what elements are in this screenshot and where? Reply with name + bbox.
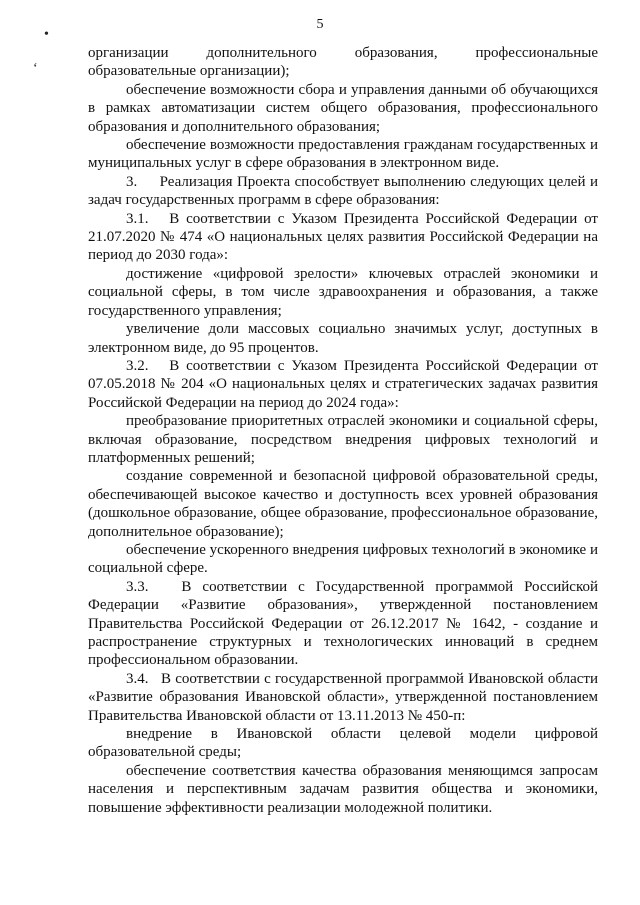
paragraph-section-3: 3. Реализация Проекта способствует выполнению следующих целей и задач государственных программ в сфере образования: bbox=[88, 173, 598, 209]
paragraph-e-services: обеспечение возможности предоставления гражданам государственных и муниципальных услуг в сфере образования в электронном виде. bbox=[88, 137, 598, 172]
paragraph-section-3-4: 3.4. В соответствии с государственной программой Ивановской области «Развитие образования Ивановской области», утвержденной постановлением Правительства Ивановской области от 13.11.2013 № 450-п: bbox=[88, 670, 598, 724]
paragraph-education-quality: обеспечение соответствия качества образования меняющимся запросам населения и перспективным задачам развития общества и экономики, повышение эффективности реализации молодежной политики. bbox=[88, 762, 598, 816]
paragraph-digital-maturity: достижение «цифровой зрелости» ключевых отраслей экономики и социальной сферы, в том числе здравоохранения и образования, а также государственного управления; bbox=[88, 265, 598, 319]
paragraph-data-management: обеспечение возможности сбора и управления данными об обучающихся в рамках автоматизации систем общего образования, профессионального образования и дополнительного образования; bbox=[88, 81, 598, 135]
paragraph-section-3-2: 3.2. В соответствии с Указом Президента Российской Федерации от 07.05.2018 № 204 «О национальных целях и стратегических задачах развития Российской Федерации на период до 2024 года»: bbox=[88, 357, 598, 411]
paragraph-digital-environment: создание современной и безопасной цифровой образовательной среды, обеспечивающей высокое качество и доступность всех уровней образования (дошкольное образование, общее образование, профессиональное образование, дополнительное образование); bbox=[88, 468, 598, 540]
paragraph-target-model: внедрение в Ивановской области целевой модели цифровой образовательной среды; bbox=[88, 726, 598, 761]
paragraph-sector-transformation: преобразование приоритетных отраслей экономики и социальной сферы, включая образование, посредством внедрения цифровых технологий и платформенных решений; bbox=[88, 413, 598, 466]
paragraph-section-3-3: 3.3. В соответствии с Государственной программой Российской Федерации «Развитие образования», утвержденной постановлением Правительства Российской Федерации от 26.12.2017 № 1642, - создание и распространение структурных и технологических инноваций в среднем профессиональном образовании. bbox=[88, 578, 598, 669]
paragraph-accelerated-adoption: обеспечение ускоренного внедрения цифровых технологий в экономике и социальной сфере. bbox=[88, 541, 598, 577]
page-number: 5 bbox=[316, 17, 324, 32]
margin-dot-mark: • bbox=[44, 27, 49, 42]
paragraph-continuation: организации дополнительного образования, профессиональные образовательные организации); bbox=[88, 45, 598, 80]
margin-tick-mark: ʻ bbox=[33, 61, 38, 76]
paragraph-section-3-1: 3.1. В соответствии с Указом Президента Российской Федерации от 21.07.2020 № 474 «О национальных целях развития Российской Федерации на период до 2030 года»: bbox=[88, 210, 598, 264]
paragraph-mass-services: увеличение доли массовых социально значимых услуг, доступных в электронном виде, до 95 процентов. bbox=[88, 321, 598, 356]
document-body bbox=[88, 44, 598, 817]
